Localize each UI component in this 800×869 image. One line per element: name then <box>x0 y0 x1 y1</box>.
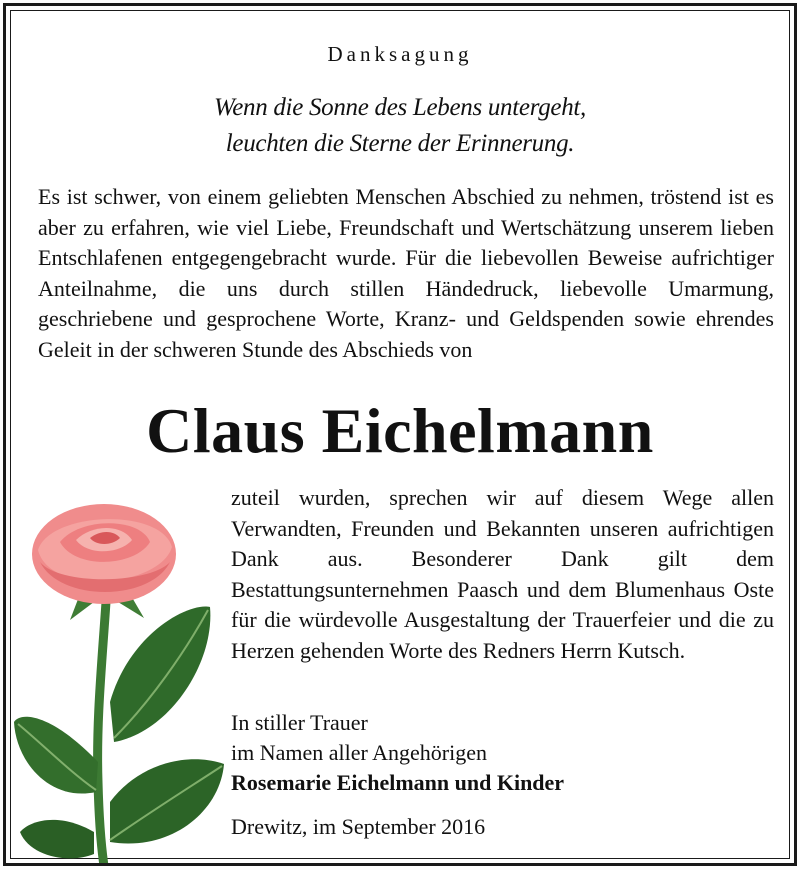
motto-line-1: Wenn die Sonne des Lebens untergeht, <box>213 94 586 121</box>
motto-line-2: leuchten die Sterne der Erinnerung. <box>225 130 575 157</box>
thanks-paragraph: zuteil wurden, sprechen wir auf diesem Wege allen Verwandten, Freunden und Bekannten unseren aufrichtigen Dank aus. Besonderer Dank gilt dem Bestattungsunternehmen Paasch und dem Blumenhaus Oste für die würdevolle Ausgestaltung der Trauerfeier und die zu Herzen gehenden Worte des Redners Herrn Kutsch. <box>231 485 774 663</box>
signoff-line-2: im Namen aller Angehörigen <box>231 740 487 765</box>
signoff <box>231 708 774 798</box>
intro-paragraph: Es ist schwer, von einem geliebten Menschen Abschied zu nehmen, tröstend ist es aber zu erfahren, wie viel Liebe, Freundschaft und Wertschätzung unserem lieben Entschlafenen entgegengebracht wurde. Für die liebevollen Beweise aufrichtiger Anteilnahme, die uns durch stillen Händedruck, liebevolle Umarmung, geschriebene und gesprochene Worte, Kranz- und Geldspenden sowie ehrendes Geleit in der schweren Stunde des Abschieds von <box>38 184 774 362</box>
rose-stem <box>98 602 106 866</box>
deceased-name: Claus Eichelmann <box>146 395 654 466</box>
place-date: Drewitz, im September 2016 <box>231 814 486 839</box>
notice-frame <box>3 3 797 866</box>
rose-leaf-upper <box>110 606 210 742</box>
rose-leaf-bottom-left <box>20 820 94 859</box>
signers: Rosemarie Eichelmann und Kinder <box>231 770 565 795</box>
signoff-line-1: In stiller Trauer <box>231 710 368 735</box>
rose-illustration <box>10 502 230 866</box>
motto <box>6 90 794 162</box>
notice-heading: Danksagung <box>327 42 473 66</box>
